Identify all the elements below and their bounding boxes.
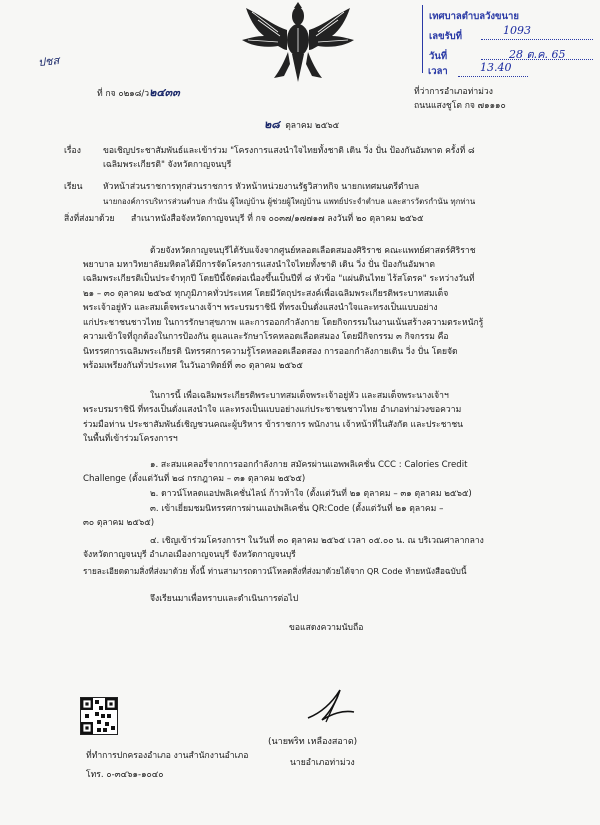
footer-phone: โทร. ๐-๓๔๖๑-๑๐๔๐ xyxy=(86,770,164,780)
margin-note: ปชส xyxy=(37,53,60,70)
recipient-line2: นายกองค์การบริหารส่วนตำบล กำนัน ผู้ใหญ่บ้าน ผู้ช่วยผู้ใหญ่บ้าน แพทย์ประจำตำบล และสารวัตรกำนัน ทุกท่าน xyxy=(103,197,476,206)
attachment-label: สิ่งที่ส่งมาด้วย xyxy=(64,214,115,224)
doc-number-prefix: ที่ กจ ๐๒๑๘/ว xyxy=(97,89,150,99)
regards-text: ขอแสดงความนับถือ xyxy=(289,623,364,633)
para2-line: ในพื้นที่เข้าร่วมโครงการฯ xyxy=(83,434,178,444)
stamp-receive-no: 1093 xyxy=(503,24,531,37)
doc-number xyxy=(97,87,180,100)
list-item: ๑. สะสมแคลอรี่จากการออกกำลังกาย สมัครผ่านแอพพลิเคชั่น CCC : Calories Credit xyxy=(150,460,468,470)
stamp-time-label: เวลา xyxy=(428,66,448,77)
letter-date xyxy=(264,119,339,132)
office-address-line2: ถนนแสงชูโต กจ ๗๑๑๑๐ xyxy=(414,101,506,111)
para2-line: พระบรมราชินี ที่ทรงเป็นดั่งแสงนำใจ และทรงเป็นแบบอย่างแก่ประชาชนชาวไทย อำเภอท่าม่วงขอความ xyxy=(83,405,462,415)
para1-line: เฉลิมพระเกียรติเป็นประจำทุกปี โดยปีนี้จัดต่อเนื่องขึ้นเป็นปีที่ ๘ หัวข้อ "แผ่นดินไทย ไร้สโตรค" ระหว่างวันที่ xyxy=(83,274,475,284)
attachment-text: สำเนาหนังสือจังหวัดกาญจนบุรี ที่ กจ ๐๐๓๗/๑๗๗๑๗ ลงวันที่ ๒๐ ตุลาคม ๒๕๖๕ xyxy=(131,214,424,224)
office-address-line1: ที่ว่าการอำเภอท่าม่วง xyxy=(414,87,493,97)
para1-line: พระเจ้าอยู่หัว และสมเด็จพระนางเจ้าฯ พระบรมราชินี ที่ทรงเป็นดั่งแสงนำใจและทรงเป็นแบบอย่าง xyxy=(83,303,438,313)
list-item: ๓. เข้าเยี่ยมชมนิทรรศการผ่านแอปพลิเคชั่น QR:Code (ตั้งแต่วันที่ ๒๑ ตุลาคม – xyxy=(150,504,444,514)
garuda-emblem-icon xyxy=(238,2,358,84)
signer-name: (นายพริท เหลืองสอาด) xyxy=(268,737,358,747)
para1-line: นิทรรศการเฉลิมพระเกียรติ นิทรรศการความรู้โรคหลอดเลือดสอง การออกกำลังกายเดิน วิ่ง ปั่น โดยจัด xyxy=(83,347,458,357)
list-item: ๔. เชิญเข้าร่วมโครงการฯ ในวันที่ ๓๐ ตุลาคม ๒๕๖๕ เวลา ๐๕.๐๐ น. ณ บริเวณศาลากลาง xyxy=(150,536,484,546)
subject-line1: ขอเชิญประชาสัมพันธ์และเข้าร่วม "โครงการแสงนำใจไทยทั้งชาติ เดิน วิ่ง ปั่น ป้องกันอัมพาต ครั้งที่ ๘ xyxy=(103,146,475,156)
qr-code-icon xyxy=(80,697,118,735)
para1-line: พยาบาล มหาวิทยาลัยมหิดลได้มีการจัดโครงการแสงนำใจไทยทั้งชาติ เดิน วิ่ง ปั่น ป้องกันอัมพาต xyxy=(83,260,435,270)
list-item: ๓๐ ตุลาคม ๒๕๖๕) xyxy=(83,518,155,528)
subject-line2: เฉลิมพระเกียรติ" จังหวัดกาญจนบุรี xyxy=(103,160,232,170)
recipient-line1: หัวหน้าส่วนราชการทุกส่วนราชการ หัวหน้าหน่วยงานรัฐวิสาหกิจ นายกเทศมนตรีตำบล xyxy=(103,182,420,192)
para2-line: ในการนี้ เพื่อเฉลิมพระเกียรติพระบาทสมเด็จพระเจ้าอยู่หัว และสมเด็จพระนางเจ้าฯ xyxy=(150,391,449,401)
doc-number-hand: ๒๔๓๓ xyxy=(149,86,180,99)
list-item: ๒. ดาวน์โหลดแอปพลิเคชั่นไลน์ ก้าวท้าใจ (ตั้งแต่วันที่ ๒๑ ตุลาคม – ๓๑ ตุลาคม ๒๕๖๕) xyxy=(150,489,472,499)
para2-line: ร่วมมือท่าน ประชาสัมพันธ์เชิญชวนคณะผู้บริหาร ข้าราชการ พนักงาน เจ้าหน้าที่ในสังกัด และประชาชน xyxy=(83,420,464,430)
para1-line: ด้วยจังหวัดกาญจนบุรีได้รับแจ้งจากศูนย์หลอดเลือดสมองศิริราช คณะแพทย์ศาสตร์ศิริราช xyxy=(150,246,476,256)
stamp-date: 28 ต.ค. 65 xyxy=(509,48,566,61)
letter-date-rest: ตุลาคม ๒๕๖๕ xyxy=(285,121,340,131)
para1-line: ๒๑ – ๓๐ ตุลาคม ๒๕๖๕ ทุกภูมิภาคทั่วประเทศ โดยมีวัตถุประสงค์เพื่อเฉลิมพระเกียรติพระบาทสมเด็จ xyxy=(83,289,449,299)
signature-icon xyxy=(300,684,360,724)
list-item: จังหวัดกาญจนบุรี อำเภอเมืองกาญจนบุรี จังหวัดกาญจนบุรี xyxy=(83,550,296,560)
stamp-receive-label: เลขรับที่ xyxy=(429,31,462,42)
details-text: รายละเอียดตามสิ่งที่ส่งมาด้วย ทั้งนี้ ท่านสามารถดาวน์โหลดสิ่งที่ส่งมาด้วยได้จาก QR Code ท้ายหนังสือฉบับนี้ xyxy=(83,566,467,576)
para1-line: ความเข้าใจที่ถูกต้องในการป้องกัน ดูแลและรักษาโรคหลอดเลือดสมอง โดยมีกิจกรรม ๓ กิจกรรม คือ xyxy=(83,332,449,342)
stamp-time: 13.40 xyxy=(480,61,512,74)
stamp-date-label: วันที่ xyxy=(429,51,448,62)
list-item: Challenge (ตั้งแต่วันที่ ๒๘ กรกฎาคม – ๓๑ ตุลาคม ๒๕๖๕) xyxy=(83,474,306,484)
stamp-org: เทศบาลตำบลวังขนาย xyxy=(429,11,519,22)
footer-unit: ที่ทำการปกครองอำเภอ งานสำนักงานอำเภอ xyxy=(86,751,249,761)
signer-position: นายอำเภอท่าม่วง xyxy=(290,758,355,768)
recipient-label: เรียน xyxy=(64,182,83,192)
letter-date-day: ๒๘ xyxy=(264,118,280,131)
para1-line: พร้อมเพรียงกันทั่วประเทศ ในวันอาทิตย์ที่ ๓๐ ตุลาคม ๒๕๖๕ xyxy=(83,361,303,371)
closing-text: จึงเรียนมาเพื่อทราบและดำเนินการต่อไป xyxy=(150,594,299,604)
para1-line: แก่ประชาชนชาวไทย ในการรักษาสุขภาพ และการออกกำลังกาย โดยกิจกรรมในงานเน้นสร้างความตระหนักรู้ xyxy=(83,318,484,328)
subject-label: เรื่อง xyxy=(64,146,81,156)
